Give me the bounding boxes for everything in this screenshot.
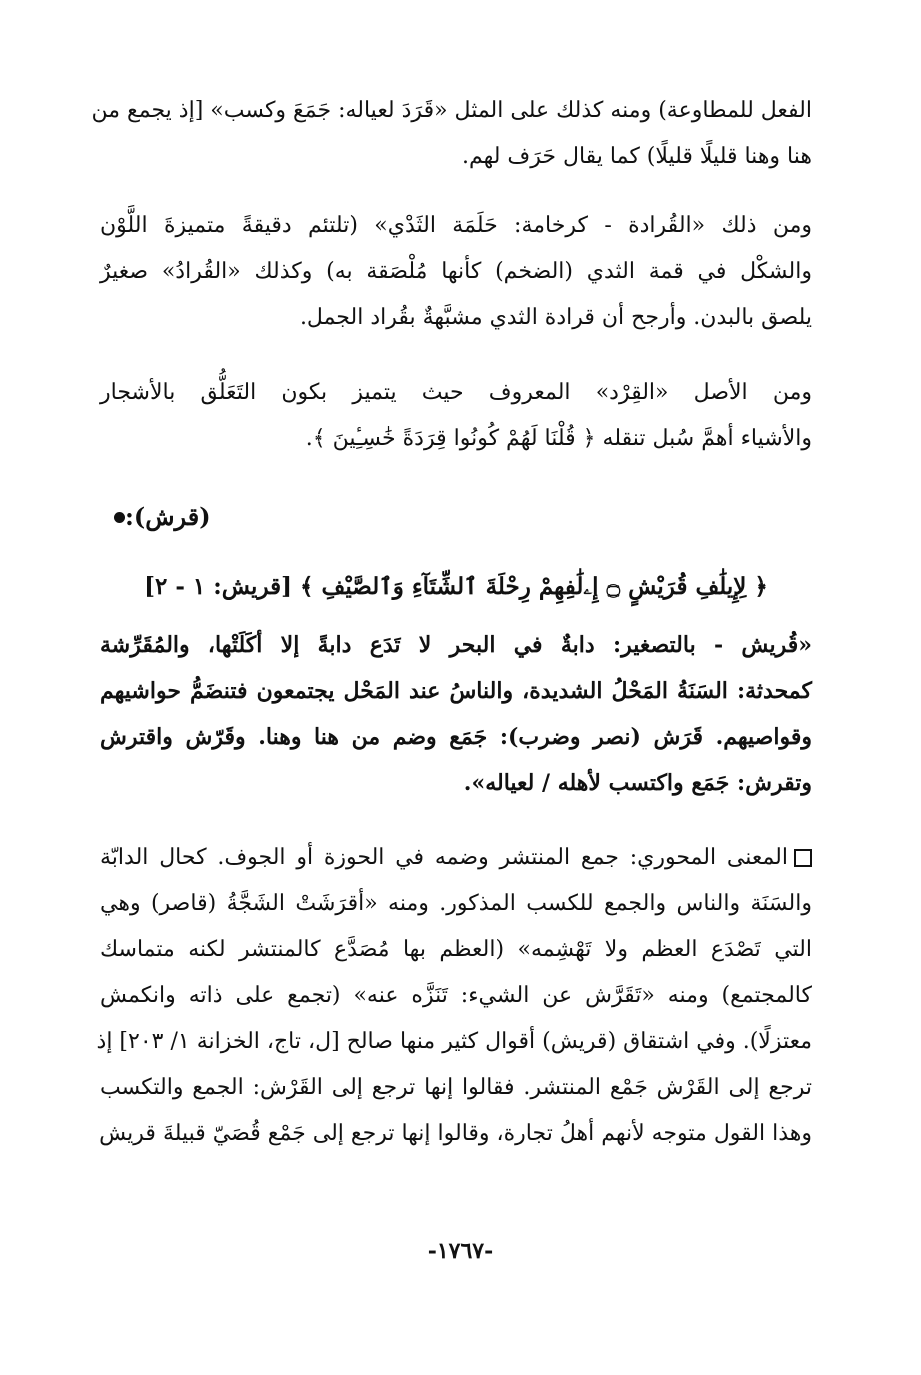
text-line: كالمجتمع) ومنه «تَقَرَّش عن الشيء: تَنَزَّه عنه» (تجمع على ذاته وانكمش xyxy=(100,983,812,1008)
paragraph-1 xyxy=(91,88,812,180)
paragraph-4 xyxy=(100,622,812,806)
paragraph-2 xyxy=(100,203,812,341)
text-line: ومن ذلك «القُرادة - كرخامة: حَلَمَة الثَدْي» (تلتئم دقيقةً متميزةَ اللَّوْن xyxy=(100,213,812,238)
entry-heading xyxy=(100,492,812,542)
text-line: وقواصيهم. قَرَش (نصر وضرب): جَمَع وضم من هنا وهنا. وقَرّش واقترش xyxy=(100,724,812,750)
paragraph-3 xyxy=(100,370,812,462)
text-line: «قُريش - بالتصغير: دابةٌ في البحر لا تَدَع دابةً إلا أكَلَتْها، والمُقَرِّشة xyxy=(100,632,812,658)
quran-verse xyxy=(100,560,812,614)
text-line: المعنى المحوري: جمع المنتشر وضمه في الحوزة أو الجوف. كحال الدابّة xyxy=(100,835,812,881)
text-line: الفعل للمطاوعة) ومنه كذلك على المثل «قَرَدَ لعياله: جَمَعَ وكسب» [إذ يجمع من xyxy=(91,98,812,123)
text-line: التي تَصْدَع العظم ولا تَهْشِمه» (العظم بها مُصَدَّع كالمنتشر لكنه متماسك xyxy=(100,937,812,962)
text-line: ومن الأصل «القِرْد» المعروف حيث يتميز بكون التَعَلُّق بالأشجار xyxy=(100,380,812,405)
page-number: -١٧٦٧- xyxy=(427,1238,494,1264)
entry-heading-text: (قرش): xyxy=(125,502,211,531)
text-line: وهذا القول متوجه لأنهم أهلُ تجارة، وقالوا إنها ترجع إلى جَمْع قُصَيّ قبيلةَ قريش xyxy=(99,1121,812,1146)
text-line: ترجع إلى القَرْش جَمْع المنتشر. فقالوا إنها ترجع إلى القَرْش: الجمع والتكسب xyxy=(100,1075,812,1100)
verse-text: ﴿ لِإِيلَٰفِ قُرَيْشٍ ۝ إِۦلَٰفِهِمْ رِحْلَةَ ٱلشِّتَآءِ وَٱلصَّيْفِ ﴾ xyxy=(300,573,768,600)
text-line: معتزلًا). وفي اشتقاق (قريش) أقوال كثير منها صالح [ل، تاج، الخزانة ١/ ٢٠٣] إذ xyxy=(96,1029,812,1054)
text-line: والسَنَة والناس والجمع للكسب المذكور. ومنه «أقرَشَتْ الشَجَّةُ (قاصر) وهي xyxy=(100,891,812,916)
text-line: وتقرش: جَمَع واكتسب لأهله / لعياله». xyxy=(463,770,812,796)
paragraph-5 xyxy=(96,835,812,1157)
text-line: هنا وهنا قليلًا قليلًا) كما يقال حَرَف لهم. xyxy=(461,144,812,169)
verse-reference: [قريش: ١ - ٢] xyxy=(144,573,293,600)
text-line: يلصق بالبدن. وأرجح أن قرادة الثدي مشبَّهةٌ بقُراد الجمل. xyxy=(299,305,812,330)
bullet-icon xyxy=(114,512,125,523)
text-line: والشكْل في قمة الثدي (الضخم) كأنها مُلْصَقة به) وكذلك «القُرادُ» صغيرٌ xyxy=(100,259,812,284)
square-icon xyxy=(794,849,812,867)
text-line: كمحدثة: السَنَةُ المَحْلُ الشديدة، والناسُ عند المَحْل يجتمعون فتنضَمُّ حواشيهم xyxy=(100,678,812,704)
text-line: والأشياء أهمَّ سُبل تنقله ﴿ قُلْنَا لَهُمْ كُونُوا قِرَدَةً خَٰسِـِٔينَ ﴾. xyxy=(305,426,812,451)
